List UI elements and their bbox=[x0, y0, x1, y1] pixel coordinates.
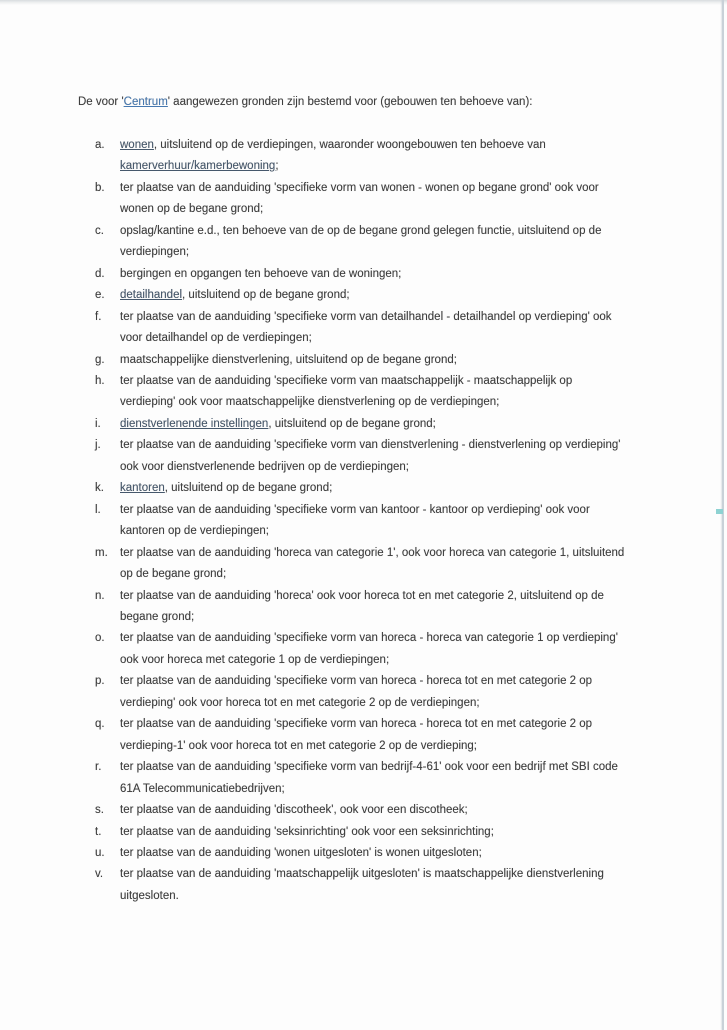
list-item bbox=[95, 843, 627, 864]
item-text bbox=[120, 822, 625, 843]
item-letter: d. bbox=[95, 267, 105, 280]
text-segment: ter plaatse van de aanduiding 'discotheek', ook voor een discotheek; bbox=[120, 804, 468, 817]
item-letter: b. bbox=[95, 181, 105, 194]
item-text bbox=[120, 757, 625, 800]
text-segment: ter plaatse van de aanduiding 'specifieke vorm van horeca - horeca tot en met categorie 2 op verdieping' ook voor horeca tot en met categorie 2 op de verdiepingen; bbox=[120, 675, 593, 709]
list-item bbox=[95, 500, 627, 543]
list-item bbox=[95, 586, 627, 629]
item-text bbox=[120, 414, 625, 435]
text-segment: ter plaatse van de aanduiding 'maatschappelijk uitgesloten' is maatschappelijke dienstverlening uitgesloten. bbox=[120, 868, 604, 902]
intro-suffix: ' aangewezen gronden zijn bestemd voor (gebouwen ten behoeve van): bbox=[167, 96, 533, 108]
item-text bbox=[120, 221, 625, 264]
scan-right-edge bbox=[722, 0, 724, 1030]
item-text bbox=[120, 135, 625, 178]
item-text bbox=[120, 864, 625, 907]
text-segment: ter plaatse van de aanduiding 'specifieke vorm van horeca - horeca tot en met categorie 2 op verdieping-1' ook voor horeca tot en met categorie 2 op de verdieping; bbox=[120, 718, 593, 752]
text-segment: ter plaatse van de aanduiding 'specifieke vorm van wonen - wonen op begane grond' ook voor wonen op de begane grond; bbox=[120, 181, 599, 216]
item-text bbox=[120, 307, 625, 350]
text-segment: , uitsluitend op de begane grond; bbox=[182, 289, 350, 302]
item-letter: s. bbox=[95, 804, 104, 817]
item-text bbox=[120, 264, 625, 285]
text-segment: ter plaatse van de aanduiding 'specifieke vorm van maatschappelijk - maatschappelijk op verdieping' ook voor maatschappelijke dienstverlening op de verdiepingen; bbox=[120, 374, 573, 409]
list-item bbox=[95, 178, 627, 221]
item-letter: l. bbox=[95, 503, 101, 516]
text-segment: , uitsluitend op de begane grond; bbox=[268, 417, 436, 430]
text-segment: ter plaatse van de aanduiding 'specifieke vorm van bedrijf-4-61' ook voor een bedrijf met SBI code 61A Telecommunicatiebedrijven; bbox=[120, 761, 618, 795]
text-segment: ter plaatse van de aanduiding 'wonen uitgesloten' is wonen uitgesloten; bbox=[120, 846, 482, 859]
item-letter: p. bbox=[95, 675, 105, 688]
item-text bbox=[120, 800, 625, 821]
text-segment: ; bbox=[275, 160, 279, 173]
text-segment: ter plaatse van de aanduiding 'specifieke vorm van dienstverlening - dienstverlening op verdieping' ook voor dienstverlenende bedrijven op de verdiepingen; bbox=[120, 439, 621, 473]
list-item bbox=[95, 221, 627, 264]
item-letter: r. bbox=[95, 761, 102, 774]
text-segment: ter plaatse van de aanduiding 'seksinrichting' ook voor een seksinrichting; bbox=[120, 825, 494, 838]
list-item bbox=[95, 757, 627, 800]
item-text bbox=[120, 350, 625, 371]
intro-prefix: De voor ' bbox=[78, 96, 124, 108]
term-link[interactable]: detailhandel bbox=[120, 289, 183, 302]
text-segment: bergingen en opgangen ten behoeve van de woningen; bbox=[120, 267, 402, 280]
list-item bbox=[95, 350, 627, 371]
item-text bbox=[120, 628, 625, 671]
text-segment: , uitsluitend op de verdiepingen, waaronder woongebouwen ten behoeve van bbox=[153, 139, 546, 151]
item-letter: m. bbox=[95, 546, 108, 559]
list-item bbox=[95, 285, 627, 306]
list-item bbox=[95, 371, 627, 414]
text-segment: ter plaatse van de aanduiding 'specifieke vorm van detailhandel - detailhandel op verdieping' ook voor detailhandel op de verdiepingen; bbox=[120, 310, 612, 345]
list-item bbox=[95, 628, 627, 671]
term-link[interactable]: dienstverlenende instellingen bbox=[120, 417, 269, 430]
text-segment: ter plaatse van de aanduiding 'horeca van categorie 1', ook voor horeca van categorie 1, uitsluitend op de begane grond; bbox=[120, 546, 625, 581]
term-link[interactable]: kantoren bbox=[120, 482, 165, 495]
scan-teal-artifact bbox=[716, 509, 723, 514]
list-item bbox=[95, 714, 627, 757]
text-segment: ter plaatse van de aanduiding 'horeca' ook voor horeca tot en met categorie 2, uitsluitend op de begane grond; bbox=[120, 589, 604, 623]
item-text bbox=[120, 543, 625, 586]
term-link[interactable]: kamerverhuur/kamerbewoning bbox=[120, 160, 276, 173]
item-text bbox=[120, 478, 625, 499]
text-segment: ter plaatse van de aanduiding 'specifieke vorm van kantoor - kantoor op verdieping' ook voor kantoren op de verdiepingen; bbox=[120, 503, 590, 538]
term-link[interactable]: wonen bbox=[120, 139, 154, 151]
list-item bbox=[95, 135, 627, 178]
item-letter: u. bbox=[95, 846, 105, 859]
list-item bbox=[95, 264, 627, 285]
item-letter: h. bbox=[95, 374, 105, 387]
list-item bbox=[95, 435, 627, 478]
item-text bbox=[120, 586, 625, 629]
list-item bbox=[95, 671, 627, 714]
text-segment: , uitsluitend op de begane grond; bbox=[164, 482, 333, 495]
list-item bbox=[95, 543, 627, 586]
text-segment: maatschappelijke dienstverlening, uitsluitend op de begane grond; bbox=[120, 353, 457, 366]
centrum-link[interactable]: Centrum bbox=[123, 96, 168, 108]
item-letter: e. bbox=[95, 289, 105, 302]
item-text bbox=[120, 178, 625, 221]
item-letter: v. bbox=[95, 868, 104, 881]
item-text bbox=[120, 671, 625, 714]
item-letter: c. bbox=[95, 224, 104, 237]
definition-list bbox=[95, 135, 627, 907]
item-text bbox=[120, 714, 625, 757]
scan-top-edge bbox=[0, 0, 727, 5]
item-letter: i. bbox=[95, 417, 101, 430]
item-text bbox=[120, 843, 625, 864]
intro-paragraph bbox=[78, 92, 638, 113]
item-letter: a. bbox=[95, 139, 105, 151]
item-letter: k. bbox=[95, 482, 104, 495]
item-text bbox=[120, 435, 625, 478]
item-text bbox=[120, 285, 625, 306]
item-letter: g. bbox=[95, 353, 105, 366]
list-item bbox=[95, 822, 627, 843]
item-letter: j. bbox=[95, 439, 101, 452]
text-segment: opslag/kantine e.d., ten behoeve van de op de begane grond gelegen functie, uitsluitend op de verdiepingen; bbox=[120, 224, 602, 259]
item-letter: t. bbox=[95, 825, 102, 838]
list-item bbox=[95, 307, 627, 350]
item-text bbox=[120, 371, 625, 414]
list-item bbox=[95, 800, 627, 821]
item-letter: n. bbox=[95, 589, 105, 602]
item-letter: o. bbox=[95, 632, 105, 645]
item-text bbox=[120, 500, 625, 543]
list-item bbox=[95, 864, 627, 907]
item-letter: q. bbox=[95, 718, 105, 731]
list-item bbox=[95, 478, 627, 499]
item-letter: f. bbox=[95, 310, 102, 323]
list-item bbox=[95, 414, 627, 435]
text-segment: ter plaatse van de aanduiding 'specifieke vorm van horeca - horeca van categorie 1 op verdieping' ook voor horeca met categorie 1 op de verdiepingen; bbox=[120, 632, 618, 666]
